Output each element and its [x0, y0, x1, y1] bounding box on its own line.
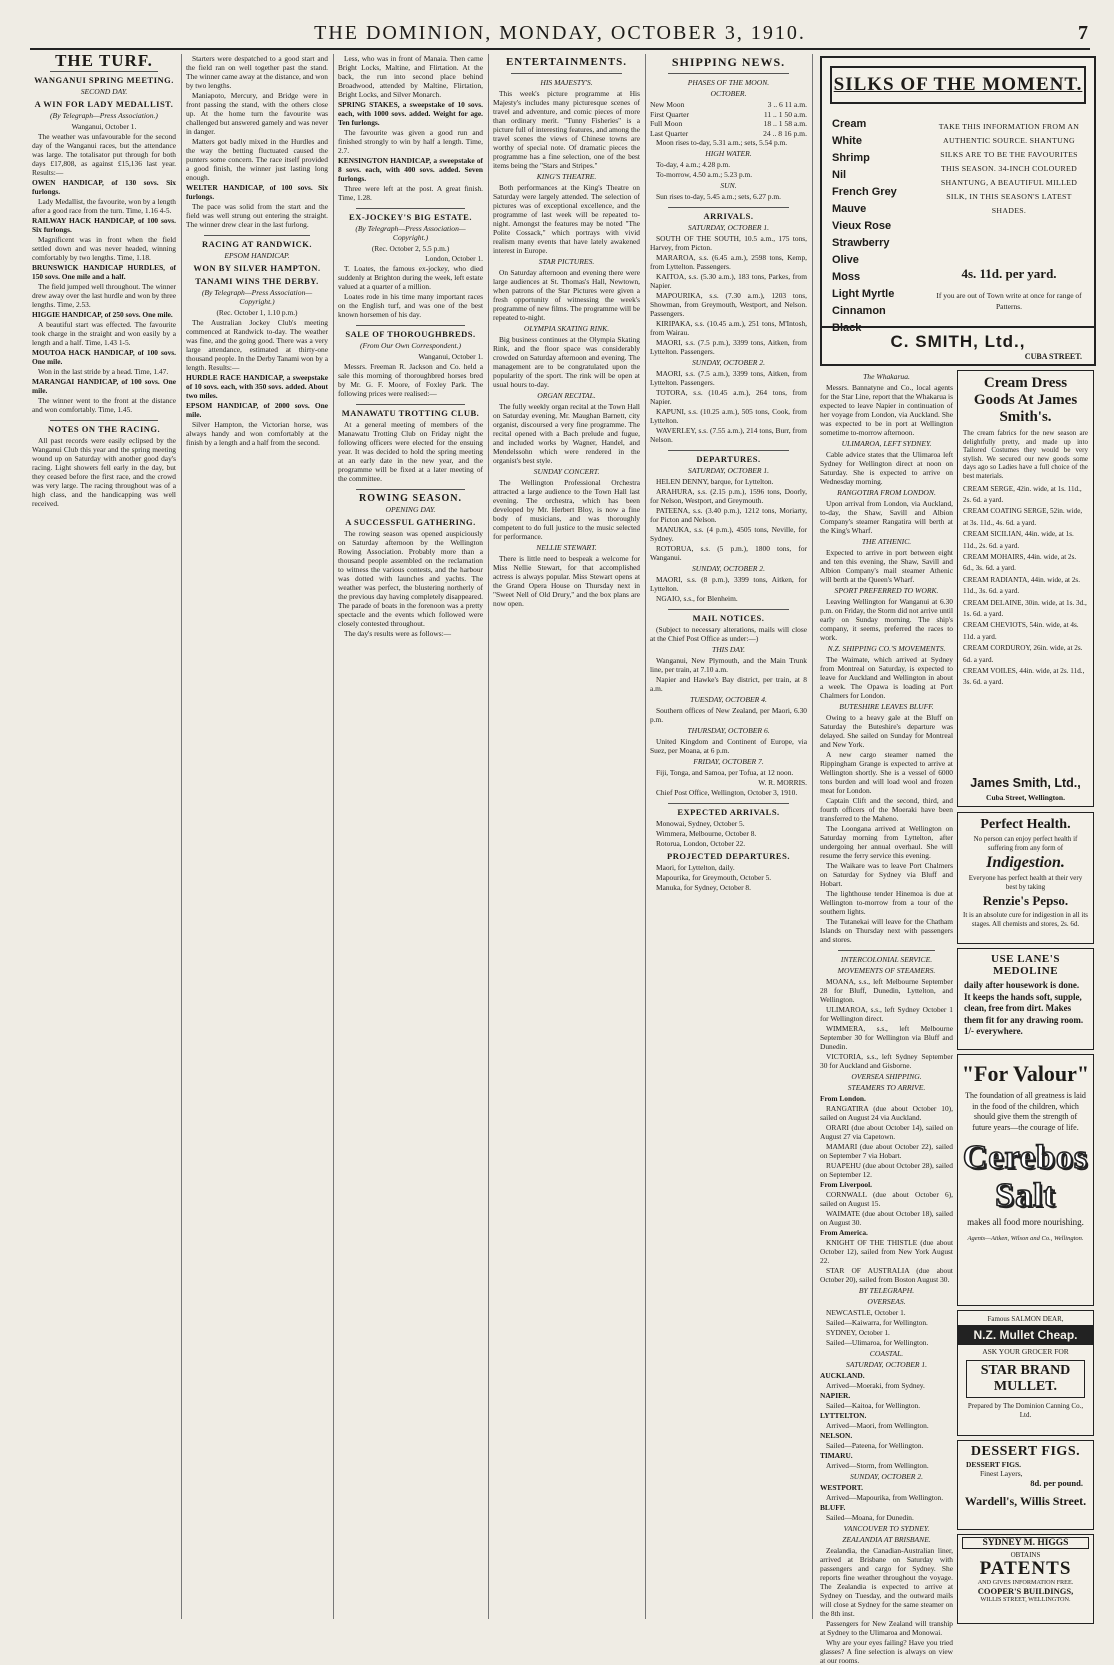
mullet-ask: ASK YOUR GROCER FOR [982, 1347, 1069, 1356]
telegraph-entry: Sailed—Ulimaroa, for Wellington. [826, 1338, 929, 1347]
race-heading: WELTER HANDICAP, of 100 sovs. Six furlongs. [186, 183, 328, 201]
oversea-entry: KNIGHT OF THE THISTLE (due about October 12), sailed from New York August 22. [820, 1238, 953, 1265]
oversea-subheading: STEAMERS TO ARRIVE. [847, 1083, 926, 1092]
moon-month: OCTOBER. [710, 89, 747, 98]
article-paragraph: The Australian Jockey Club's meeting commenced at Randwick to-day. The weather was fine, and the going good. There was a very large attendance, estimated at thirty-one thousand people. In the Derby Tanami won by a length. Results:— [186, 318, 328, 372]
article-paragraph: The winner went to the front at the distance and won comfortably. Time, 1.45. [32, 396, 176, 414]
divider [668, 207, 789, 208]
coastal-entry: Sailed—Moana, for Dunedin. [826, 1513, 914, 1522]
divider [356, 489, 465, 490]
epsom-winner: WON BY SILVER HAMPTON. [193, 263, 321, 273]
shipping-news-column [820, 370, 953, 1665]
divider [50, 420, 158, 421]
article-paragraph: Captain Clift and the second, third, and fourth officers of the Moeraki have been transferred to the Maheno. [820, 796, 953, 823]
smith-name: C. SMITH, Ltd., [890, 332, 1026, 351]
sale-heading: SALE OF THOROUGHBREDS. [345, 329, 476, 339]
sale-byline: (From Our Own Correspondent.) [359, 341, 462, 350]
expected-entry: Rotorua, London, October 22. [656, 839, 746, 848]
sun-heading: SUN. [720, 181, 737, 190]
mail-note: (Subject to necessary alterations, mails will close at the Chief Post Office as under:—) [650, 625, 807, 643]
race-heading: HIGGIE HANDICAP, of 250 sovs. One mile. [32, 310, 173, 319]
turf-byline: (By Telegraph—Press Association.) [50, 111, 158, 120]
medoline-heading: USE LANE'S MEDOLINE [991, 953, 1060, 977]
turf-lead: A WIN FOR LADY MEDALLIST. [34, 99, 174, 109]
james-smith-address: Cuba Street, Wellington. [986, 793, 1065, 802]
article-paragraph: Both performances at the King's Theatre on Saturday were largely attended. The selection of pictures was of exceptional excellence, and the programme of last week will be repeated to-night. Amongst the features may be noted "The Polite Cossack," which portrays with vivid realism many events that have lately awakened interest in Europe. [493, 183, 640, 255]
article-paragraph: Upon arrival from London, via Auckland, to-day, the Shaw, Savill and Albion Company's steamer Rangatira will berth at the King's Wharf. [820, 499, 953, 535]
article-paragraph: The fully weekly organ recital at the Town Hall on Saturday evening, Mr. Maughan Barnett, city organist, discoursed a very fine programme. The recital opened with a Bach prelude and fugue, and included works by Wagner, Handel, and Mendelssohn which were rendered in the organist's best style. [493, 402, 640, 465]
oversea-origin: From America. [820, 1228, 868, 1237]
oversea-entry: MAMARI (due about October 22), sailed on September 7 via Hobart. [820, 1142, 953, 1160]
divider [50, 71, 158, 72]
article-paragraph: Lady Medallist, the favourite, won by a length after a good race from the turn. Time, 1.16 4-5. [32, 197, 176, 215]
moon-row: New Moon 3 .. 6 11 a.m. [650, 100, 807, 109]
mullet-top-line: Famous SALMON DEAR, [987, 1315, 1064, 1323]
coastal-heading: COASTAL. [869, 1349, 904, 1358]
colour-nil: Nil [832, 169, 847, 181]
column-rule [812, 54, 813, 1619]
article-paragraph: The Loongana arrived at Wellington on Saturday morning from Lyttelton, after undergoing her annual overhaul. She will resume the ferry service this evening. [820, 824, 953, 860]
article-paragraph: Three were left at the post. A great finish. Time, 1.28. [338, 184, 483, 202]
renzies-pepso-advertisement [957, 812, 1094, 944]
fabric-item: CREAM VOILES, 44in. wide, at 2s. 11d., 3s. 6d. a yard. [963, 667, 1085, 687]
rowing-subheading: OPENING DAY. [385, 505, 436, 514]
coastal-entry: Arrived—Moeraki, from Sydney. [826, 1381, 925, 1390]
arrival-entry: MARAROA, s.s. (6.45 a.m.), 2598 tons, Kemp, from Lyttelton. Passengers. [650, 253, 807, 271]
mail-date: THIS DAY. [711, 645, 746, 654]
article-paragraph: Expected to arrive in port between eight and ten this evening, the Shaw, Savill and Albion Company's mail steamer Athenic will berth at the Queen's Wharf. [820, 548, 953, 584]
coastal-entry: Arrived—Mapourika, from Wellington. [826, 1493, 944, 1502]
article-paragraph: Starters were despatched to a good start and the field ran on well together past the stand. The winner came away at the distance, and won by two lengths. [186, 54, 328, 90]
intercolonial-entry: VICTORIA, s.s., left Sydney September 30 for Auckland and Gisborne. [820, 1052, 953, 1070]
intercolonial-heading: INTERCOLONIAL SERVICE. [840, 955, 933, 964]
coastal-entry: Sailed—Pateena, for Wellington. [826, 1441, 924, 1450]
mail-entry: Wanganui, New Plymouth, and the Main Trunk line, per train, at 7.10 a.m. [650, 656, 807, 674]
exjockey-place: London, October 1. [425, 254, 483, 263]
oversea-entry: WAIMATE (due about October 18), sailed on August 30. [820, 1209, 953, 1227]
port-name: BLUFF. [820, 1503, 846, 1512]
race-heading: EPSOM HANDICAP, of 2000 sovs. One mile. [186, 401, 328, 419]
shipping-column [650, 54, 807, 1624]
article-paragraph: The Waimate, which arrived at Sydney from Montreal on Saturday, is expected to leave for Auckland and Wellington in about a week. The Opawa is loading at Port Chalmers for London. [820, 655, 953, 700]
oversea-entry: CORNWALL (due about October 6), sailed on August 15. [820, 1190, 953, 1208]
arrival-entry: KAPUNI, s.s. (10.25 a.m.), 505 tons, Cook, from Lyttelton. [650, 407, 807, 425]
for-valour-title: "For Valour" [961, 1061, 1090, 1086]
colour-strawberry: Strawberry [832, 237, 890, 249]
sun-times: Sun rises to-day, 5.45 a.m.; sets, 6.27 p.m. [656, 192, 781, 201]
telegraph-entry: Sailed—Kaiwarra, for Wellington. [826, 1318, 928, 1327]
news-heading: ULIMAROA, LEFT SYDNEY. [841, 439, 932, 448]
oversea-entry: STAR OF AUSTRALIA (due about October 20), sailed from Boston August 30. [820, 1266, 953, 1284]
turf-day: SECOND DAY. [80, 87, 128, 96]
rowing-heading: ROWING SEASON. [359, 493, 462, 504]
renzies-brand: Renzie's Pepso. [982, 893, 1069, 908]
article-paragraph: Loates rode in his time many important races on the English turf, and was one of the best known horsemen of his day. [338, 292, 483, 319]
intercolonial-entry: MOANA, s.s., left Melbourne September 28 for Bluff, Dunedin, Lyttelton, and Wellington. [820, 977, 953, 1004]
shipping-heading: SHIPPING NEWS. [671, 55, 786, 69]
article-paragraph: The Tutanekai will leave for the Chatham Islands on Thursday next with passengers and stores. [820, 917, 953, 944]
mail-entry: Napier and Hawke's Bay district, per train, at 8 a.m. [650, 675, 807, 693]
divider [204, 235, 310, 236]
departures-date: SUNDAY, OCTOBER 2. [692, 564, 765, 573]
oversea-entry: RUAPEHU (due about October 28), sailed on September 12. [820, 1161, 953, 1179]
arrival-entry: MAORI, s.s. (7.5 p.m.), 3399 tons, Aitken, from Lyttelton. Passengers. [650, 338, 807, 356]
figs-title: DESSERT FIGS. [970, 1444, 1081, 1459]
colour-shrimp: Shrimp [832, 152, 870, 164]
race-heading: HURDLE RACE HANDICAP, a sweepstake of 10 sovs. each, with 350 sovs. added. About two miles. [186, 373, 328, 400]
higgs-info: AND GIVES INFORMATION FREE. [977, 1579, 1074, 1586]
coastal-date: SUNDAY, OCTOBER 2. [850, 1472, 923, 1481]
expected-arrivals-heading: EXPECTED ARRIVALS. [677, 807, 780, 817]
arrival-entry: SOUTH OF THE SOUTH, 10.5 a.m., 175 tons, Harvey, from Picton. [650, 234, 807, 252]
notes-heading: NOTES ON THE RACING. [47, 424, 161, 434]
coastal-entry: Sailed—Kaitoa, for Wellington. [826, 1401, 921, 1410]
colour-moss: Moss [832, 271, 861, 283]
column-rule [333, 54, 334, 1619]
his-majestys-heading: HIS MAJESTY'S. [540, 78, 593, 87]
departures-date: SATURDAY, OCTOBER 1. [687, 466, 770, 475]
for-valour-text: The foundation of all greatness is laid in the food of the children, which should give them the strength of future years—the courage of life. [965, 1091, 1086, 1132]
turf-subtitle: WANGANUI SPRING MEETING. [34, 75, 174, 85]
postmaster-signature: W. R. MORRIS. [758, 778, 807, 787]
silks-colour-list [832, 116, 924, 337]
vancouver-heading: VANCOUVER TO SYDNEY. [843, 1524, 930, 1533]
article-paragraph: The day's results were as follows:— [344, 629, 452, 638]
expected-entry: Monowai, Sydney, October 5. [656, 819, 745, 828]
article-paragraph: Owing to a heavy gale at the Bluff on Saturday the Buteshire's departure was delayed. She sailed on Sunday for Montreal and New York. [820, 713, 953, 749]
fabric-item: CREAM MOHAIRS, 44in. wide, at 2s. 6d., 3s. 6d. a yard. [963, 553, 1077, 573]
article-paragraph: All past records were easily eclipsed by the Wanganui Club this year and the spring meeting wound up on Saturday with another good day's racing. Light showers fell early in the day, but they ceased before the first race, and the crowd was very large. The racing throughout was of a high class, and the handicapping was well received. [32, 436, 176, 508]
arrivals-heading: ARRIVALS. [703, 211, 754, 221]
article-paragraph: Silver Hampton, the Victorian horse, was always handy and won comfortably at the finish by a length and a half from the second. [186, 420, 328, 447]
fabric-item: CREAM COATING SERGE, 52in. wide, at 3s. 11d., 4s. 6d. a yard. [963, 507, 1083, 527]
turf-dateline: Wanganui, October 1. [71, 122, 137, 131]
cream-dress-title: Cream Dress Goods At James Smith's. [973, 375, 1078, 425]
news-heading: THE ATHENIC. [861, 537, 912, 546]
organ-recital-heading: ORGAN RECITAL. [537, 391, 596, 400]
article-paragraph: Cable advice states that the Ulimaroa left Sydney for Wellington direct at noon on Saturday. She is expected to arrive on Wednesday morning. [820, 450, 953, 486]
mullet-prepared-by: Prepared by The Dominion Canning Co., Ltd. [967, 1402, 1084, 1419]
exjockey-date: (Rec. October 2, 5.5 p.m.) [371, 244, 450, 253]
cream-dress-intro: The cream fabrics for the new season are delightfully pretty, and made up into Tailored Costumes they would be very stylish. We secured our new goods some days ago so Ladies have a full choice of the best materials. [963, 429, 1088, 480]
sport-column [338, 54, 483, 1624]
colour-black: Black [832, 322, 862, 334]
silks-advertisement [820, 56, 1096, 366]
arrival-entry: MAORI, s.s. (7.5 a.m.), 3399 tons, Aitken, from Lyttelton. Passengers. [650, 369, 807, 387]
cream-dress-list [963, 484, 1088, 689]
divider [356, 325, 465, 326]
article-paragraph: The favourite was given a good run and finished strongly to win by half a length. Time, 2.7. [338, 128, 483, 155]
zealandia-heading: ZEALANDIA AT BRISBANE. [842, 1535, 931, 1544]
higgs-obtains: OBTAINS [1010, 1551, 1041, 1559]
arrival-entry: MAPOURIKA, s.s. (7.30 a.m.), 1203 tons, Showman, from Greymouth, Westport, and Nelson. Passengers. [650, 291, 807, 318]
patents-headline: PATENTS [979, 1558, 1072, 1579]
arrival-entry: KAITOA, s.s. (5.30 a.m.), 183 tons, Parkes, from Napier. [650, 272, 807, 290]
patents-advertisement [957, 1534, 1094, 1624]
randwick-dateline: (Rec. October 1, 1.10 p.m.) [216, 308, 298, 317]
divider [822, 326, 1094, 328]
sunday-concert-heading: SUNDAY CONCERT. [533, 467, 600, 476]
figs-price: 8d. per pound. [1030, 1478, 1083, 1488]
perfect-health-tail: It is an absolute cure for indigestion in all its stages. All chemists and stores, 2s. 6d. [963, 911, 1089, 928]
port-name: TIMARU. [820, 1451, 853, 1460]
arrivals-date: SUNDAY, OCTOBER 2. [692, 358, 765, 367]
mullet-headline: N.Z. Mullet Cheap. [958, 1325, 1093, 1345]
arrival-entry: TOTORA, s.s. (10.45 a.m.), 264 tons, from Napier. [650, 388, 807, 406]
star-mullet-advertisement [957, 1310, 1094, 1436]
article-paragraph: Messrs. Bannatyne and Co., local agents for the Star Line, report that the Whakarua is expected to leave Napier in continuation of her voyage from London, via Auckland. She was expected to be in port at Wellington sometime to-morrow afternoon. [820, 383, 953, 437]
moon-row: First Quarter 11 .. 1 50 a.m. [650, 109, 807, 119]
arrival-entry: KIRIPAKA, s.s. (10.45 a.m.), 251 tons, M'Intosh, from Wairau. [650, 319, 807, 337]
mail-date: FRIDAY, OCTOBER 7. [693, 757, 764, 766]
mail-date: THURSDAY, OCTOBER 6. [687, 726, 770, 735]
indigestion-heading: Indigestion. [986, 854, 1065, 871]
projected-entry: Maori, for Lyttelton, daily. [656, 863, 735, 872]
oversea-heading: OVERSEA SHIPPING. [851, 1072, 922, 1081]
medoline-text: daily after housework is done. It keeps the hands soft, supple, clean, free from dirt. Makes them fit for any drawing room. 1/- everywhere. [964, 980, 1084, 1036]
divider [356, 208, 465, 209]
article-paragraph: There is little need to bespeak a welcome for Miss Nellie Stewart, for that accomplished actress is always popular. Miss Stewart opens at the Grand Opera House on Thursday next in "Sweet Nell of Old Drury," and the box plans are now open. [493, 554, 640, 608]
column-rule [488, 54, 489, 1619]
telegraph-heading: BY TELEGRAPH. [858, 1286, 915, 1295]
cerebos-logo: Cerebos Salt [962, 1139, 1089, 1214]
kings-theatre-heading: KING'S THEATRE. [536, 172, 597, 181]
colour-light-myrtle: Light Myrtle [832, 288, 895, 300]
race-heading: RAILWAY HACK HANDICAP, of 100 sovs. Six furlongs. [32, 216, 176, 234]
fabric-item: CREAM CHEVIOTS, 54in. wide, at 4s. 11d. a yard. [963, 621, 1079, 641]
divider [668, 609, 789, 610]
divider [838, 950, 935, 951]
article-paragraph: A new cargo steamer named the Rippingham Grange is expected to arrive at Wellington shortly. She is a vessel of 6000 tons burden and will load wool and frozen meat for London. [820, 750, 953, 795]
cerebos-agents: Agents—Aitken, Wilson and Co., Wellington. [967, 1235, 1084, 1242]
turf-column [32, 51, 176, 1624]
departure-entry: MAORI, s.s. (8 p.m.), 3399 tons, Aitken, for Lyttelton. [650, 575, 807, 593]
cerebos-text: makes all food more nourishing. [967, 1217, 1084, 1227]
rowing-lead: A SUCCESSFUL GATHERING. [345, 517, 476, 527]
arrivals-date: SATURDAY, OCTOBER 1. [687, 223, 770, 232]
intercolonial-subheading: MOVEMENTS OF STEAMERS. [837, 966, 936, 975]
smith-address: CUBA STREET. [1024, 352, 1082, 361]
arrival-entry: WAVERLEY, s.s. (7.55 a.m.), 214 tons, Burr, from Nelson. [650, 426, 807, 444]
article-paragraph: This week's picture programme at His Majesty's includes many picturesque scenes of travel and adventure, and comic pieces of more than ordinary merit. "Tunny Fisheries" is a picture full of interesting features, and among the travel scenes the views of Chinese towns are worthy of special note. Of dramatic pieces the programme has a fine selection, one of the best items being the "Stars and Stripes." [493, 89, 640, 170]
article-paragraph: At a general meeting of members of the Manawatu Trotting Club on Friday night the following officers were elected for the ensuing year. It was decided to hold the spring meeting at an early date in the new year, and the programme will be fixed at a later meeting of the committee. [338, 420, 483, 483]
oversea-entry: ORARI (due about October 14), sailed on August 27 via Capetown. [820, 1123, 953, 1141]
mail-entry: Southern offices of New Zealand, per Maori, 6.30 p.m. [650, 706, 807, 724]
masthead-title: THE DOMINION, MONDAY, OCTOBER 3, 1910. [314, 22, 806, 44]
higgs-building: COOPER'S BUILDINGS, [977, 1586, 1074, 1596]
article-paragraph: Messrs. Freeman R. Jackson and Co. held a sale this morning of thoroughbred horses bred by Mr. G. F. Moore, of Foxley Park. The following prices were realised:— [338, 362, 483, 398]
article-paragraph: The pace was solid from the start and the field was well strung out entering the straight. The winner drew clear in the last furlong. [186, 202, 328, 229]
port-name: WESTPORT. [820, 1483, 863, 1492]
high-water: To-morrow, 4.50 a.m.; 5.23 p.m. [656, 170, 753, 179]
cream-dress-goods-advertisement [957, 370, 1094, 807]
column-rule [645, 54, 646, 1619]
telegraph-entry: NEWCASTLE, October 1. [826, 1308, 906, 1317]
page-number: 7 [1078, 22, 1090, 44]
article-paragraph: The weather was unfavourable for the second day of the Wanganui races, but the attendance was large. The totalisator put through for both days £17,808, as against £15,136 last year. Results:— [32, 132, 176, 177]
turf-title: THE TURF. [55, 51, 153, 70]
derby-winner: TANAMI WINS THE DERBY. [195, 276, 319, 286]
figs-quality: Finest Layers, [980, 1469, 1023, 1478]
dessert-figs-advertisement [957, 1440, 1094, 1530]
moon-row: Full Moon 18 .. 1 58 a.m. [650, 119, 807, 128]
moon-rise: Moon rises to-day, 5.31 a.m.; sets, 5.54 p.m. [656, 138, 788, 147]
article-paragraph: The rowing season was opened auspiciously on Saturday afternoon by the Wellington Rowing Association. Probably more than a thousand people assembled on the reclamation to witness the various contests, and the harbour was dotted with launches and yachts. The weather was perfect, the blustering northerly of the previous day having completely disappeared. The parade of boats in the forenoon was a pretty spectacle and the events which followed were closely contested throughout. [338, 529, 483, 628]
james-smith-name: James Smith, Ltd., [970, 776, 1081, 790]
coastal-entry: Arrived—Maori, from Wellington. [826, 1421, 929, 1430]
port-name: LYTTELTON. [820, 1411, 867, 1420]
projected-entry: Manuka, for Sydney, October 8. [656, 883, 751, 892]
departure-entry: PATEENA, s.s. (3.40 p.m.), 1212 tons, Moriarty, for Picton and Nelson. [650, 506, 807, 524]
article-paragraph: Zealandia, the Canadian-Australian liner, arrived at Brisbane on Saturday with passengers and cargo for Sydney. She reports fine weather throughout the voyage. The Zealandia is expected to arrive at Sydney on Tuesday, and the outward mails will close at Sydney for the same steamer on the 8th inst. [820, 1546, 953, 1618]
colour-vieux-rose: Vieux Rose [832, 220, 892, 232]
mail-date: TUESDAY, OCTOBER 4. [690, 695, 767, 704]
projected-departures-heading: PROJECTED DEPARTURES. [667, 851, 790, 861]
divider [511, 73, 622, 74]
nellie-stewart-heading: NELLIE STEWART. [536, 543, 597, 552]
moon-row: Last Quarter 24 .. 8 16 p.m. [650, 128, 807, 138]
departures-heading: DEPARTURES. [696, 454, 761, 464]
article-paragraph: The field jumped well throughout. The winner drew away over the last hurdle and won by three lengths. Time, 2.53. [32, 282, 176, 309]
column-rule [181, 54, 182, 1619]
entertainments-heading: ENTERTAINMENTS. [505, 56, 628, 68]
race-heading: MARANGAI HANDICAP, of 100 sovs. One mile. [32, 377, 176, 395]
article-paragraph: Won in the last stride by a head. Time, 1.47. [38, 367, 169, 376]
medoline-advertisement [957, 948, 1094, 1050]
port-name: NAPIER. [820, 1391, 851, 1400]
exjockey-byline: (By Telegraph—Press Association—Copyright.) [355, 224, 466, 242]
telegraph-entry: SYDNEY, October 1. [826, 1328, 890, 1337]
coastal-entry: Arrived—Storm, from Wellington. [826, 1461, 929, 1470]
randwick-byline: (By Telegraph—Press Association—Copyright.) [201, 288, 313, 306]
skating-rink-heading: OLYMPIA SKATING RINK. [523, 324, 610, 333]
projected-entry: Mapourika, for Greymouth, October 5. [656, 873, 772, 882]
high-water: To-day, 4 a.m.; 4.28 p.m. [656, 160, 731, 169]
article-paragraph: Leaving Wellington for Wanganui at 6.30 p.m. on Friday, the Storm did not arrive until early on Sunday morning. The ship's company, it seems, preferred the races to work. [820, 597, 953, 642]
entertainments-column [493, 54, 640, 1624]
mullet-brand: STAR BRAND MULLET. [966, 1360, 1085, 1398]
departure-entry: HELEN DENNY, barque, for Lyttelton. [656, 477, 774, 486]
article-paragraph: Matters got badly mixed in the Hurdles and the way the betting fluctuated caused the punters some concern. The race itself provided a good finish, the winner just lasting long enough. [186, 137, 328, 182]
article-paragraph: On Saturday afternoon and evening there were large audiences at St. Thomas's Hall, Newtown, when patrons of the Star Pictures were given a fresh opportunity of witnessing the week's programme of new films. The programme will be repeated to-night. [493, 268, 640, 322]
race-heading: OWEN HANDICAP, of 130 sovs. Six furlongs. [32, 178, 176, 196]
port-name: NELSON. [820, 1431, 853, 1440]
perfect-health-text: Everyone has perfect health at their very best by taking [968, 874, 1083, 891]
race-heading: BRUNSWICK HANDICAP HURDLES, of 150 sovs. One mile and a half. [32, 263, 176, 281]
mail-notices-heading: MAIL NOTICES. [692, 613, 765, 623]
mail-entry: United Kingdom and Continent of Europe, via Suez, per Moana, at 6 p.m. [650, 737, 807, 755]
overseas-heading: OVERSEAS. [867, 1297, 906, 1306]
race-heading: MOUTOA HACK HANDICAP, of 100 sovs. One mile. [32, 348, 176, 366]
news-heading: N.Z. SHIPPING CO.'S MOVEMENTS. [827, 644, 946, 653]
higgs-address: WILLIS STREET, WELLINGTON. [980, 1596, 1071, 1603]
article-paragraph: The Wellington Professional Orchestra attracted a large audience to the Town Hall last evening. The orchestra, which has been developed by Mr. Herbert Bloy, is now a fine body of musicians, and was thoroughly competent to do full justice to the music selected for performance. [493, 478, 640, 541]
colour-cream: Cream [832, 118, 867, 130]
news-heading: RANGOTIRA FROM LONDON. [837, 488, 936, 497]
port-name: AUCKLAND. [820, 1371, 865, 1380]
article-paragraph: Why are your eyes failing? Have you tried glasses? A fine selection is always on view at our rooms. [820, 1638, 953, 1665]
silks-note: If you are out of Town write at once for range of Patterns. [936, 291, 1082, 311]
article-paragraph: Maniapoto, Mercury, and Bridge were in front passing the stand, with the others close up. At the home turn the favourite was challenged but answered gamely and was never in danger. [186, 91, 328, 136]
silks-title: SILKS OF THE MOMENT. [830, 66, 1086, 104]
article-paragraph: Big business continues at the Olympia Skating Rink, and the floor space was considerably crowded on Saturday afternoon and evening. The management are to be congratulated upon the popularity of the sport. The rink will be open at usual hours to-day. [493, 335, 640, 389]
epsom-heading: EPSOM HANDICAP. [224, 251, 290, 260]
colour-olive: Olive [832, 254, 859, 266]
fabric-item: CREAM DELAINE, 30in. wide, at 1s. 3d., 1s. 6d. a yard. [963, 598, 1087, 619]
oversea-origin: From London. [820, 1094, 866, 1103]
article-paragraph: T. Loates, the famous ex-jockey, who died suddenly at Brighton during the week, left estate valued at a quarter of a million. [338, 264, 483, 291]
randwick-heading: RACING AT RANDWICK. [201, 239, 312, 249]
expected-entry: Wimmera, Melbourne, October 8. [656, 829, 757, 838]
departure-entry: NGAIO, s.s., for Blenheim. [656, 594, 738, 603]
article-paragraph: A beautiful start was effected. The favourite took charge in the straight and won easily by a length and a half. Time, 1.43 1-5. [32, 320, 176, 347]
colour-cinnamon: Cinnamon [832, 305, 886, 317]
departure-entry: ROTORUA, s.s. (5 p.m.), 1800 tons, for Wanganui. [650, 544, 807, 562]
article-paragraph: Passengers for New Zealand will tranship at Sydney to the Ulimaroa and Monowai. [820, 1619, 953, 1637]
cerebos-advertisement [957, 1054, 1094, 1306]
moon-heading: PHASES OF THE MOON. [687, 78, 770, 87]
fabric-item: CREAM CORDUROY, 26in. wide, at 2s. 6d. a yard. [963, 644, 1083, 664]
colour-mauve: Mauve [832, 203, 867, 215]
divider [356, 404, 465, 405]
colour-white: White [832, 135, 862, 147]
divider [668, 450, 789, 451]
high-water-heading: HIGH WATER. [705, 149, 752, 158]
article-paragraph: The lighthouse tender Hinemoa is due at Wellington to-morrow from a tour of the southern lights. [820, 889, 953, 916]
intercolonial-entry: ULIMAROA, s.s., left Sydney October 1 for Wellington direct. [820, 1005, 953, 1023]
fabric-item: CREAM SERGE, 42in. wide, at 1s. 11d., 2s. 6d. a yard. [963, 484, 1082, 504]
silks-price: 4s. 11d. per yard. [961, 266, 1057, 281]
oversea-origin: From Liverpool. [820, 1180, 873, 1189]
masthead [30, 22, 1090, 50]
fabric-item: CREAM SICILIAN, 44in. wide, at 1s. 11d., 2s. 6d. a yard. [963, 530, 1074, 550]
perfect-health-title: Perfect Health. [980, 817, 1071, 832]
figs-subtitle: DESSERT FIGS. [966, 1460, 1022, 1469]
news-heading: BUTESHIRE LEAVES BLUFF. [839, 702, 934, 711]
coastal-date: SATURDAY, OCTOBER 1. [845, 1360, 928, 1369]
race-heading: KENSINGTON HANDICAP, a sweepstake of 8 sovs. each, with 400 sovs. added. Seven furlongs. [338, 156, 483, 183]
perfect-health-sub: No person can enjoy perfect health if suffering from any form of [973, 835, 1078, 852]
race-heading: SPRING STAKES, a sweepstake of 10 sovs. each, with 1000 sovs. added. Weight for age. Ten furlongs. [338, 100, 483, 127]
sale-date: Wanganui, October 1. [418, 352, 483, 361]
departure-entry: ARAHURA, s.s. (2.15 p.m.), 1596 tons, Doorly, for Nelson, Westport, and Greymouth. [650, 487, 807, 505]
divider [668, 73, 789, 74]
news-heading: The Whakarua. [863, 372, 910, 381]
star-pictures-heading: STAR PICTURES. [538, 257, 595, 266]
silks-description: TAKE THIS INFORMATION FROM AN AUTHENTIC SOURCE. SHANTUNG SILKS ARE TO BE THE FAVOURITES THIS SEASON. 34-INCH COLOURED SHANTUNG, A BEAUTIFUL MILLED SILK, IN THIS SEASON'S LATEST SHADES. [938, 122, 1080, 215]
fabric-item: CREAM RADIANTA, 44in. wide, at 2s. 11d., 3s. 6d. a yard. [963, 575, 1081, 596]
oversea-entry: RANGATIRA (due about October 10), sailed on August 24 via Auckland. [820, 1104, 953, 1122]
departure-entry: MANUKA, s.s. (4 p.m.), 4505 tons, Neville, for Sydney. [650, 525, 807, 543]
intercolonial-entry: WIMMERA, s.s., left Melbourne September 30 for Wellington via Bluff and Dunedin. [820, 1024, 953, 1051]
news-heading: SPORT PREFERRED TO WORK. [834, 586, 939, 595]
exjockey-heading: EX-JOCKEY'S BIG ESTATE. [349, 212, 472, 222]
article-paragraph: Magnificent was in front when the field settled down and was never headed, winning comfortably by two lengths. Time, 1.18. [32, 235, 176, 262]
turf-continued-column [186, 54, 328, 1624]
divider [668, 803, 789, 804]
postmaster-location: Chief Post Office, Wellington, October 3, 1910. [656, 788, 798, 797]
wardells-name: Wardell's, Willis Street. [964, 1494, 1087, 1508]
higgs-name: SYDNEY M. HIGGS [962, 1537, 1089, 1549]
colour-french-grey: French Grey [832, 186, 897, 198]
trotting-heading: MANAWATU TROTTING CLUB. [341, 408, 480, 418]
article-paragraph: Less, who was in front of Manaia. Then came Bright Locks, Maltine, and Flirtation. At the back, the run into second place behind Broadwood, attended by Maltine, Flirtation, Bright Locks, and Silver Monarch. [338, 54, 483, 99]
mail-entry: Fiji, Tonga, and Samoa, per Tofua, at 12 noon. [656, 768, 794, 777]
article-paragraph: The Waikare was to leave Port Chalmers on Saturday for Sydney via Bluff and Hobart. [820, 861, 953, 888]
